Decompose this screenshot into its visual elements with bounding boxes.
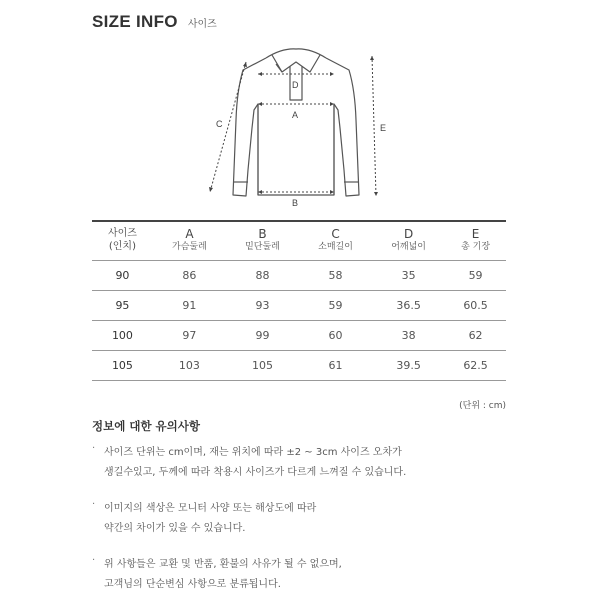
list-item (92, 555, 532, 595)
sleeve-cell: 60 (299, 320, 372, 350)
bullet-icon: · (92, 443, 96, 454)
notice-text-line: 이미지의 색상은 모니터 사양 또는 해상도에 따라 (104, 503, 317, 514)
length-cell: 62 (445, 320, 506, 350)
header-b (226, 220, 299, 260)
shirt-measurement-diagram (0, 0, 600, 220)
unit-note: (단위 : cm) (459, 401, 506, 411)
header-e (445, 220, 506, 260)
label-a: A (292, 110, 299, 120)
size-cell: 100 (92, 320, 153, 350)
header-size-line2: (인치) (108, 240, 136, 252)
label-e: E (380, 123, 387, 133)
measure-e-line (372, 56, 376, 196)
sleeve-cell: 61 (299, 350, 372, 380)
bullet-icon: · (92, 499, 96, 510)
header-c (299, 220, 372, 260)
size-cell: 95 (92, 290, 153, 320)
shoulder-cell: 36.5 (372, 290, 445, 320)
size-cell: 90 (92, 260, 153, 290)
list-item (92, 443, 532, 483)
notice-text-line: 약간의 차이가 있을 수 있습니다. (104, 523, 246, 534)
label-b: B (292, 198, 299, 208)
hem-cell: 105 (226, 350, 299, 380)
chest-cell: 86 (153, 260, 226, 290)
hem-cell: 99 (226, 320, 299, 350)
header-c-letter: C (331, 226, 340, 241)
length-cell: 59 (445, 260, 506, 290)
chest-cell: 103 (153, 350, 226, 380)
size-table (92, 220, 506, 381)
length-cell: 62.5 (445, 350, 506, 380)
header-size (92, 220, 153, 260)
notice-title: 정보에 대한 유의사항 (92, 419, 200, 433)
list-item (92, 499, 532, 539)
header-d-letter: D (403, 226, 414, 241)
length-cell: 60.5 (445, 290, 506, 320)
notice-text-line: 위 사항들은 교환 및 반품, 환불의 사유가 될 수 없으며, (104, 559, 342, 570)
bullet-icon: · (92, 555, 96, 566)
notice-text-line: 사이즈 단위는 cm이며, 재는 위치에 따라 ±2 ~ 3cm 사이즈 오차가 (104, 447, 402, 458)
header-d-label: 어깨넓이 (391, 241, 426, 252)
notice-text-line: 고객님의 단순변심 사항으로 분류됩니다. (104, 579, 281, 590)
table-row (92, 350, 506, 380)
header-e-label: 총 기장 (461, 241, 491, 252)
page-title: SIZE INFO (92, 12, 178, 31)
header-b-letter: B (258, 226, 267, 241)
header-b-label: 밑단둘레 (245, 241, 280, 252)
header-e-letter: E (471, 226, 480, 241)
chest-cell: 97 (153, 320, 226, 350)
chest-cell: 91 (153, 290, 226, 320)
table-header-row (92, 220, 506, 260)
shoulder-cell: 39.5 (372, 350, 445, 380)
header-a (153, 220, 226, 260)
notice-list (92, 443, 532, 611)
table-row (92, 290, 506, 320)
shoulder-cell: 38 (372, 320, 445, 350)
hem-cell: 93 (226, 290, 299, 320)
label-c: C (216, 119, 223, 129)
sleeve-cell: 59 (299, 290, 372, 320)
header-c-label: 소매길이 (318, 241, 353, 252)
table-row (92, 260, 506, 290)
hem-cell: 88 (226, 260, 299, 290)
table-row (92, 320, 506, 350)
header-a-letter: A (185, 226, 194, 241)
shoulder-cell: 35 (372, 260, 445, 290)
size-cell: 105 (92, 350, 153, 380)
header-d (372, 220, 445, 260)
shirt-outline (233, 49, 359, 196)
sleeve-cell: 58 (299, 260, 372, 290)
page-subtitle: 사이즈 (187, 19, 217, 30)
label-d: D (292, 80, 299, 90)
notice-text-line: 생길수있고, 두께에 따라 착용시 사이즈가 다르게 느껴질 수 있습니다. (104, 467, 407, 478)
header-size-line1: 사이즈 (107, 227, 137, 239)
header-a-label: 가슴둘레 (172, 241, 207, 252)
